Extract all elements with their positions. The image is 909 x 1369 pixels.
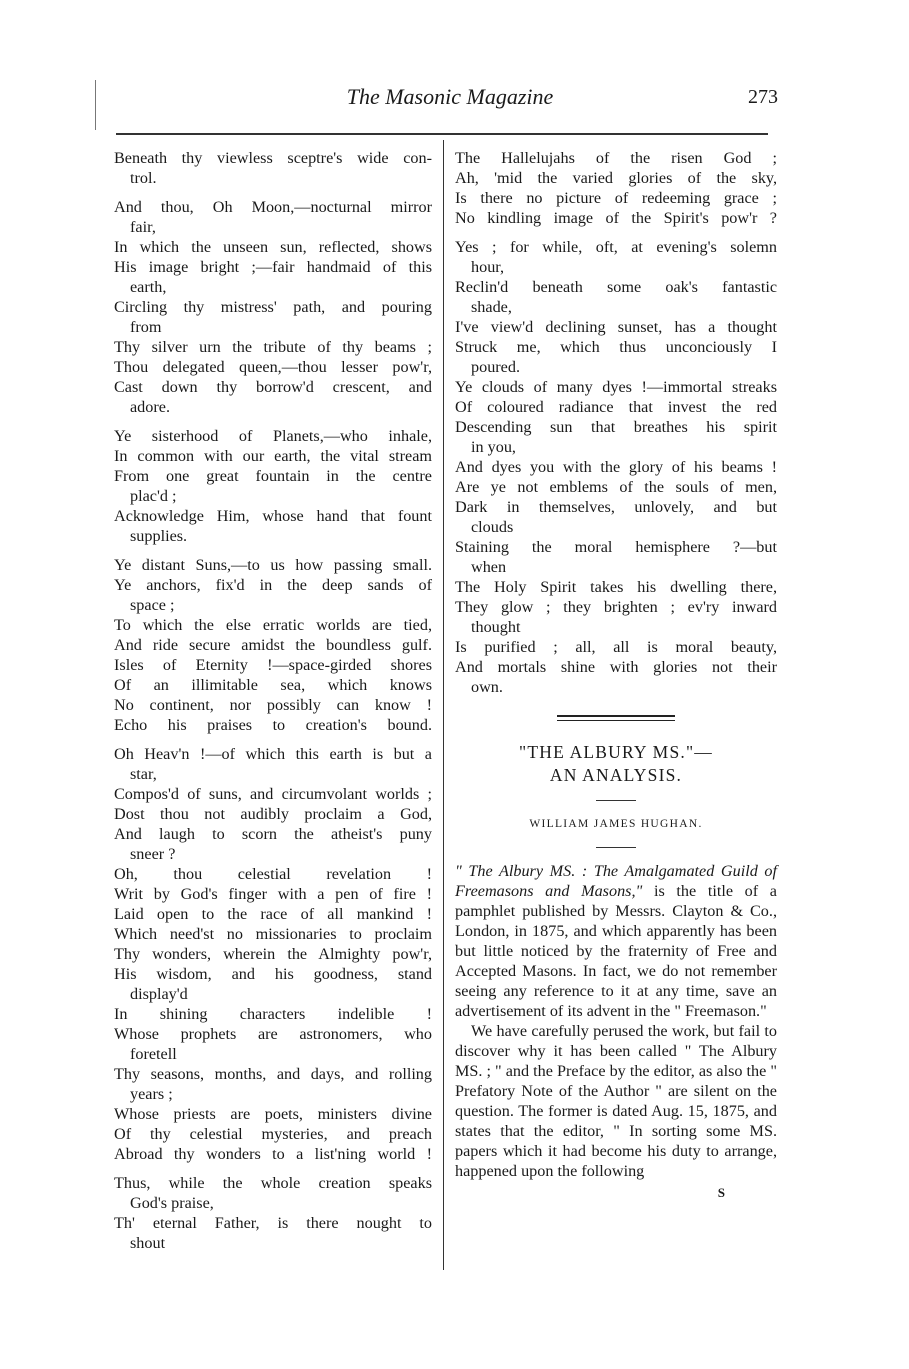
pamphlet-title: " The Albury MS. : The Amalgamated Guild of Freemasons and Masons," bbox=[455, 862, 777, 900]
poem-line: Which need'st no missionaries to proclaim bbox=[114, 925, 432, 943]
poem-line: fair, bbox=[130, 218, 156, 236]
poem-line: display'd bbox=[130, 985, 188, 1003]
poem-line: In shining characters indelible ! bbox=[114, 1005, 432, 1023]
poem-line: Of thy celestial mysteries, and preach bbox=[114, 1125, 432, 1143]
poem-stanza bbox=[114, 555, 432, 735]
poem-line: clouds bbox=[471, 518, 514, 536]
poem-line: from bbox=[130, 318, 162, 336]
poem-line: Ye anchors, fix'd in the deep sands of bbox=[114, 576, 432, 594]
poem-line: Writ by God's finger with a pen of fire ! bbox=[114, 885, 432, 903]
article-paragraph: We have carefully perused the work, but fail to discover why it has been called " The Albury MS. ; " and the Preface by the editor, as also the " Prefatory Note of the Author " are silent on the question. The former is dated Aug. 15, 1875, and states that the editor, " In sorting some MS. papers which it had become his duty to arrange, happened upon the following bbox=[455, 1022, 777, 1180]
poem-line: Thy silver urn the tribute of thy beams ; bbox=[114, 338, 432, 356]
right-column bbox=[455, 148, 777, 1203]
poem-stanza bbox=[455, 148, 777, 228]
poem-stanza bbox=[114, 197, 432, 417]
poem-line: sneer ? bbox=[130, 845, 176, 863]
poem-stanza bbox=[114, 744, 432, 1164]
poem-line: Reclin'd beneath some oak's fantastic bbox=[455, 278, 777, 296]
poem-line: From one great fountain in the centre bbox=[114, 467, 432, 485]
poem-line: In which the unseen sun, reflected, shows bbox=[114, 238, 432, 256]
author-rule bbox=[596, 847, 636, 848]
poem-line: Abroad thy wonders to a list'ning world ! bbox=[114, 1145, 432, 1163]
poem-line: No continent, nor possibly can know ! bbox=[114, 696, 432, 714]
poem-line: God's praise, bbox=[130, 1194, 214, 1212]
poem-stanza bbox=[114, 1173, 432, 1253]
poem-line: I've view'd declining sunset, has a thought bbox=[455, 318, 777, 336]
poem-line: And dyes you with the glory of his beams ! bbox=[455, 458, 777, 476]
poem-line: To which the else erratic worlds are tied, bbox=[114, 616, 432, 634]
poem-line: Compos'd of suns, and circumvolant worlds ; bbox=[114, 785, 432, 803]
poem-line: Dost thou not audibly proclaim a God, bbox=[114, 805, 432, 823]
poem-line: His image bright ;—fair handmaid of this bbox=[114, 258, 432, 276]
poem-line: Of an illimitable sea, which knows bbox=[114, 676, 432, 694]
poem-line: Beneath thy viewless sceptre's wide con- bbox=[114, 149, 432, 167]
title-rule bbox=[596, 800, 636, 801]
article-paragraph bbox=[455, 861, 777, 1021]
paragraph-text: is the title of a pamphlet published by Messrs. Clayton & Co., London, in 1875, and which apparently has been but little noticed by the fraternity of Free and Accepted Masons. In fact, we do not remember seeing any reference to it at any time, save an advertisement of its advent in the " Freemason." bbox=[455, 882, 777, 1020]
poem-line: space ; bbox=[130, 596, 175, 614]
poem-line: And mortals shine with glories not their bbox=[455, 658, 777, 676]
poem-line: Dark in themselves, unlovely, and but bbox=[455, 498, 777, 516]
margin-rule bbox=[95, 80, 96, 130]
poem-line: Acknowledge Him, whose hand that fount bbox=[114, 507, 432, 525]
poem-line: Is purified ; all, all is moral beauty, bbox=[455, 638, 777, 656]
article-title-line1: "THE ALBURY MS."— bbox=[519, 742, 713, 762]
poem-line: Cast down thy borrow'd crescent, and bbox=[114, 378, 432, 396]
poem-line: Of coloured radiance that invest the red bbox=[455, 398, 777, 416]
poem-line: years ; bbox=[130, 1085, 173, 1103]
poem-line: And laugh to scorn the atheist's puny bbox=[114, 825, 432, 843]
poem-line: Laid open to the race of all mankind ! bbox=[114, 905, 432, 923]
poem-line: shout bbox=[130, 1234, 166, 1252]
poem-line: Staining the moral hemisphere ?—but bbox=[455, 538, 777, 556]
poem-line: Whose prophets are astronomers, who bbox=[114, 1025, 432, 1043]
poem-line: No kindling image of the Spirit's pow'r ? bbox=[455, 209, 777, 227]
poem-line: supplies. bbox=[130, 527, 188, 545]
poem-line: Thou delegated queen,—thou lesser pow'r, bbox=[114, 358, 432, 376]
left-column bbox=[114, 148, 432, 1262]
poem-line: Thy seasons, months, and days, and rolling bbox=[114, 1065, 432, 1083]
poem-line: Th' eternal Father, is there nought to bbox=[114, 1214, 432, 1232]
poem-line: Struck me, which thus unconciously I bbox=[455, 338, 777, 356]
poem-line: Ye clouds of many dyes !—immortal streaks bbox=[455, 378, 777, 396]
poem-line: trol. bbox=[130, 169, 157, 187]
poem-line: own. bbox=[471, 678, 503, 696]
poem-line: shade, bbox=[471, 298, 512, 316]
page-number: 273 bbox=[748, 86, 778, 108]
signature-mark: S bbox=[717, 1185, 725, 1200]
poem-line: Echo his praises to creation's bound. bbox=[114, 716, 432, 734]
poem-line: Ye distant Suns,—to us how passing small. bbox=[114, 556, 432, 574]
poem-line: Yes ; for while, oft, at evening's solemn bbox=[455, 238, 777, 256]
poem-line: Ah, 'mid the varied glories of the sky, bbox=[455, 169, 777, 187]
poem-line: Is there no picture of redeeming grace ; bbox=[455, 189, 777, 207]
poem-line: thought bbox=[471, 618, 521, 636]
poem-line: Isles of Eternity !—space-girded shores bbox=[114, 656, 432, 674]
article-body bbox=[455, 861, 777, 1181]
poem-line: star, bbox=[130, 765, 157, 783]
column-divider bbox=[443, 140, 444, 1270]
header-rule bbox=[116, 133, 768, 135]
page-header bbox=[110, 84, 790, 114]
poem-line: hour, bbox=[471, 258, 505, 276]
poem-line: And ride secure amidst the boundless gulf. bbox=[114, 636, 432, 654]
poem-line: Oh Heav'n !—of which this earth is but a bbox=[114, 745, 432, 763]
poem-line: Oh, thou celestial revelation ! bbox=[114, 865, 432, 883]
poem-line: Descending sun that breathes his spirit bbox=[455, 418, 777, 436]
article-title-line2: AN ANALYSIS. bbox=[549, 765, 683, 785]
poem-continuation bbox=[455, 148, 777, 697]
poem-line: adore. bbox=[130, 398, 170, 416]
poem-line: Whose priests are poets, ministers divine bbox=[114, 1105, 432, 1123]
poem-line: Are ye not emblems of the souls of men, bbox=[455, 478, 777, 496]
article-title bbox=[455, 741, 777, 787]
poem-line: Thy wonders, wherein the Almighty pow'r, bbox=[114, 945, 432, 963]
poem-line: The Hallelujahs of the risen God ; bbox=[455, 149, 777, 167]
poem-stanza bbox=[114, 148, 432, 188]
poem-line: They glow ; they brighten ; ev'ry inward bbox=[455, 598, 777, 616]
poem-line: earth, bbox=[130, 278, 167, 296]
running-title: The Masonic Magazine bbox=[346, 84, 554, 109]
poem-line: In common with our earth, the vital stream bbox=[114, 447, 432, 465]
poem-line: plac'd ; bbox=[130, 487, 177, 505]
poem-line: foretell bbox=[130, 1045, 177, 1063]
poem-line: Thus, while the whole creation speaks bbox=[114, 1174, 432, 1192]
poem-stanza bbox=[455, 237, 777, 697]
article-author: WILLIAM JAMES HUGHAN. bbox=[529, 818, 703, 830]
poem-line: His wisdom, and his goodness, stand bbox=[114, 965, 432, 983]
poem-line: The Holy Spirit takes his dwelling there, bbox=[455, 578, 777, 596]
poem-stanza bbox=[114, 426, 432, 546]
poem-line: Circling thy mistress' path, and pouring bbox=[114, 298, 432, 316]
poem-line: Ye sisterhood of Planets,—who inhale, bbox=[114, 427, 432, 445]
poem-line: in you, bbox=[471, 438, 516, 456]
section-divider bbox=[557, 715, 675, 721]
poem-line: when bbox=[471, 558, 507, 576]
poem-line: poured. bbox=[471, 358, 520, 376]
poem-line: And thou, Oh Moon,—nocturnal mirror bbox=[114, 198, 432, 216]
